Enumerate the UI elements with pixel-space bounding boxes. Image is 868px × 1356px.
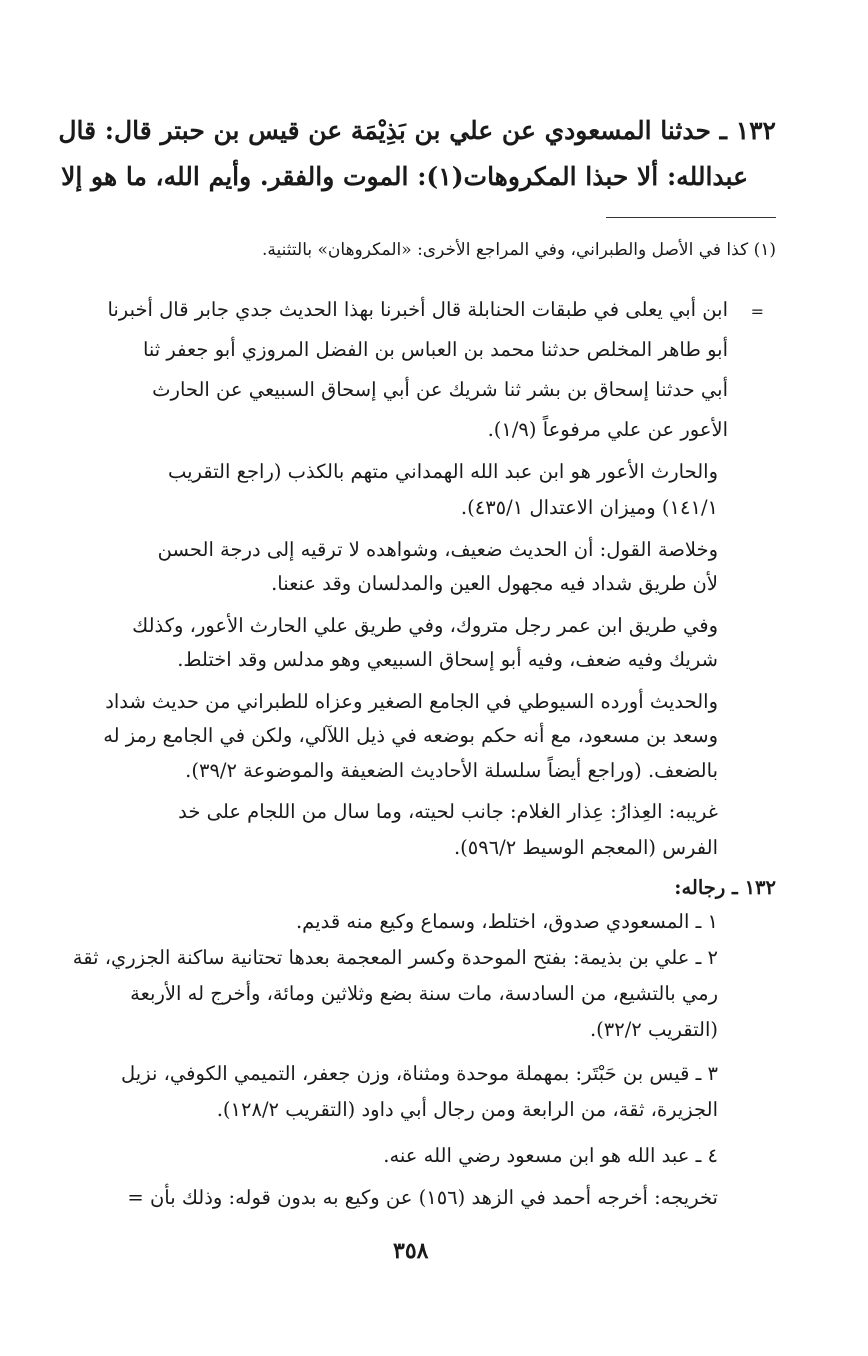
page-number: ٣٥٨ bbox=[393, 1238, 429, 1264]
footnote: (١) كذا في الأصل والطبراني، وفي المراجع الأخرى: «المكروهان» بالتثنية. bbox=[262, 240, 776, 260]
hadith-text-line: ١٣٢ ـ حدثنا المسعودي عن علي بن بَذِيْمَة عن قيس بن حبتر قال: قال bbox=[58, 116, 776, 145]
commentary-line: غريبه: العِذارُ: عِذار الغلام: جانب لحيته، وما سال من اللجام على خد bbox=[178, 800, 718, 823]
narrator-entry: الجزيرة، ثقة، من الرابعة ومن رجال أبي داود (التقريب ١٢٨/٢). bbox=[216, 1098, 718, 1121]
commentary-line: وسعد بن مسعود، مع أنه حكم بوضعه في ذيل اللآلي، ولكن في الجامع رمز له bbox=[103, 724, 718, 747]
narrator-entry: ٣ ـ قيس بن حَبْتَر: بمهملة موحدة ومثناة، وزن جعفر، التميمي الكوفي، نزيل bbox=[121, 1062, 718, 1085]
footnote-separator bbox=[606, 217, 776, 218]
commentary-line: الفرس (المعجم الوسيط ٥٩٦/٢). bbox=[453, 836, 718, 859]
commentary-line: وفي طريق ابن عمر رجل متروك، وفي طريق علي الحارث الأعور، وكذلك bbox=[132, 614, 718, 637]
rijal-heading: ١٣٢ ـ رجاله: bbox=[674, 876, 776, 899]
commentary-line: والحديث أورده السيوطي في الجامع الصغير وعزاه للطبراني من حديث شداد bbox=[105, 690, 718, 713]
narrator-entry: ١ ـ المسعودي صدوق، اختلط، وسماع وكيع منه قديم. bbox=[295, 910, 718, 933]
narrator-entry: ٤ ـ عبد الله هو ابن مسعود رضي الله عنه. bbox=[383, 1144, 718, 1167]
commentary-line: لأن طريق شداد فيه مجهول العين والمدلسان وقد عنعنا. bbox=[271, 572, 718, 595]
continuation-marker: = bbox=[750, 302, 764, 321]
commentary-line: والحارث الأعور هو ابن عبد الله الهمداني متهم بالكذب (راجع التقريب bbox=[167, 460, 718, 483]
commentary-line: أبو طاهر المخلص حدثنا محمد بن العباس بن الفضل المروزي أبو جعفر ثنا bbox=[142, 338, 728, 361]
takhrij-line: تخريجه: أخرجه أحمد في الزهد (١٥٦) عن وكيع به بدون قوله: وذلك بأن = bbox=[127, 1186, 718, 1209]
commentary-line: ١٤١/١) وميزان الاعتدال ٤٣٥/١). bbox=[460, 496, 718, 519]
narrator-entry: ٢ ـ علي بن بذيمة: بفتح الموحدة وكسر المعجمة بعدها تحتانية ساكنة الجزري، ثقة bbox=[72, 946, 718, 969]
commentary-line: ابن أبي يعلى في طبقات الحنابلة قال أخبرنا بهذا الحديث جدي جابر قال أخبرنا bbox=[107, 298, 728, 321]
commentary-line: وخلاصة القول: أن الحديث ضعيف، وشواهده لا ترقيه إلى درجة الحسن bbox=[157, 538, 718, 561]
commentary-line: أبي حدثنا إسحاق بن بشر ثنا شريك عن أبي إسحاق السبيعي عن الحارث bbox=[152, 378, 728, 401]
commentary-line: شريك وفيه ضعف، وفيه أبو إسحاق السبيعي وهو مدلس وقد اختلط. bbox=[177, 648, 718, 671]
commentary-line: بالضعف. (وراجع أيضاً سلسلة الأحاديث الضعيفة والموضوعة ٣٩/٢). bbox=[185, 759, 718, 782]
narrator-entry: رمي بالتشيع، من السادسة، مات سنة بضع وثلاثين ومائة، وأخرج له الأربعة bbox=[130, 982, 718, 1005]
narrator-entry: (التقريب ٣٢/٢). bbox=[589, 1018, 718, 1041]
commentary-line: الأعور عن علي مرفوعاً (١/٩). bbox=[487, 418, 728, 441]
hadith-text-line: عبدالله: ألا حبذا المكروهات(١): الموت والفقر. وأيم الله، ما هو إلا bbox=[61, 162, 748, 191]
